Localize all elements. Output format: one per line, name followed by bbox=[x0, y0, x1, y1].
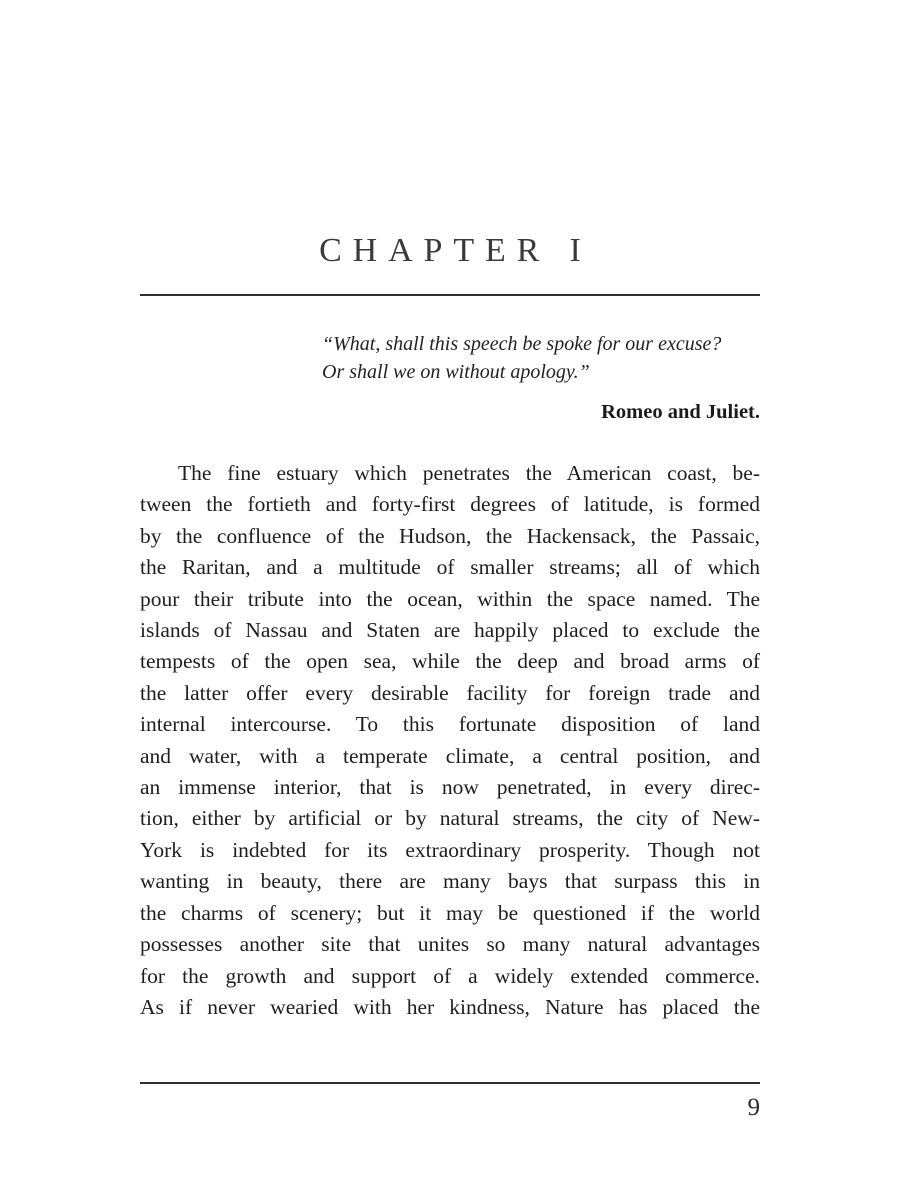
body-line: wanting in beauty, there are many bays that surpass this in bbox=[140, 869, 760, 894]
body-line: islands of Nassau and Staten are happily placed to exclude the bbox=[140, 618, 760, 643]
body-line: tempests of the open sea, while the deep and broad arms of bbox=[140, 649, 760, 674]
body-line: the charms of scenery; but it may be questioned if the world bbox=[140, 900, 760, 925]
body-line: possesses another site that unites so many natural advantages bbox=[140, 932, 760, 957]
chapter-heading: CHAPTER I bbox=[319, 232, 592, 269]
body-line: tion, either by artificial or by natural streams, the city of New- bbox=[140, 806, 760, 831]
body-line: tween the fortieth and forty-first degrees of latitude, is formed bbox=[140, 492, 760, 517]
body-line: As if never wearied with her kindness, Nature has placed the bbox=[140, 994, 760, 1019]
body-line: by the confluence of the Hudson, the Hackensack, the Passaic, bbox=[140, 523, 760, 548]
body-line: pour their tribute into the ocean, within the space named. The bbox=[140, 586, 760, 611]
body-line: The fine estuary which penetrates the American coast, be- bbox=[178, 461, 760, 485]
body-line: and water, with a temperate climate, a central position, and bbox=[140, 743, 760, 768]
body-paragraph bbox=[140, 458, 760, 1023]
body-line: the Raritan, and a multitude of smaller streams; all of which bbox=[140, 555, 760, 580]
body-line: internal intercourse. To this fortunate disposition of land bbox=[140, 712, 760, 737]
body-line: York is indebted for its extraordinary prosperity. Though not bbox=[140, 837, 760, 862]
epigraph-attribution: Romeo and Juliet. bbox=[601, 401, 760, 423]
epigraph-line: Or shall we on without apology.” bbox=[322, 361, 590, 383]
body-line: for the growth and support of a widely extended commerce. bbox=[140, 963, 760, 988]
epigraph-line: “What, shall this speech be spoke for our excuse? bbox=[322, 333, 722, 355]
footer-divider bbox=[140, 1082, 760, 1084]
page-content bbox=[140, 0, 760, 1023]
body-line: an immense interior, that is now penetrated, in every direc- bbox=[140, 775, 760, 800]
body-line: the latter offer every desirable facility for foreign trade and bbox=[140, 680, 760, 705]
page-number: 9 bbox=[747, 1094, 760, 1121]
heading-divider bbox=[140, 294, 760, 296]
epigraph bbox=[322, 330, 760, 426]
